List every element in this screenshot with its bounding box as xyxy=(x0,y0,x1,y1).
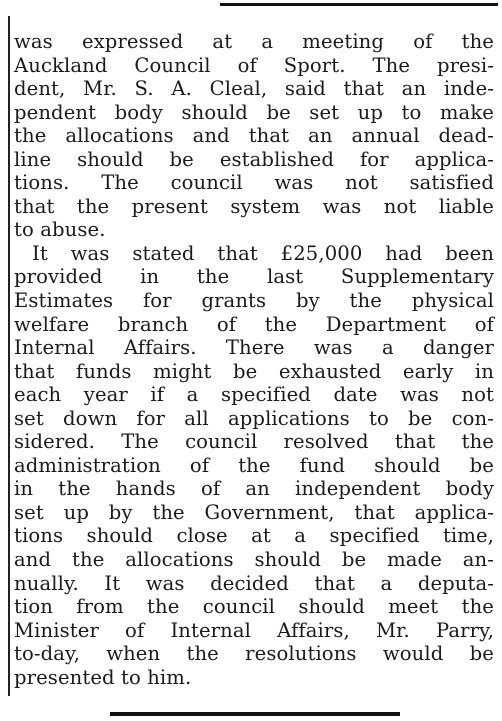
article-line: presented to him. xyxy=(14,665,192,689)
article-line: in the hands of an independent body xyxy=(14,477,494,501)
article-line: that the present system was not liable xyxy=(14,194,494,218)
article-line: and the allocations should be made an- xyxy=(14,548,494,572)
article-line: line should be established for applica- xyxy=(14,147,494,171)
article-line: to abuse. xyxy=(14,218,106,242)
article-text-column xyxy=(14,30,494,689)
article-line: administration of the fund should be xyxy=(14,453,494,477)
article-line: each year if a specified date was not xyxy=(14,383,494,407)
article-line: Estimates for grants by the physical xyxy=(14,289,494,313)
article-line: tions should close at a specified time, xyxy=(14,524,494,548)
article-line: to-day, when the resolutions would be xyxy=(14,642,494,666)
article-line: dent, Mr. S. A. Cleal, said that an inde- xyxy=(14,77,494,101)
article-line: welfare branch of the Department of xyxy=(14,312,494,336)
column-bottom-rule xyxy=(110,712,400,716)
article-line: tion from the council should meet the xyxy=(14,595,494,619)
article-line: set down for all applications to be con- xyxy=(14,406,494,430)
article-line: the allocations and that an annual dead- xyxy=(14,124,494,148)
article-line: set up by the Government, that applica- xyxy=(14,500,494,524)
article-line: Auckland Council of Sport. The presi- xyxy=(14,53,494,77)
article-line: pendent body should be set up to make xyxy=(14,100,494,124)
article-line: nually. It was decided that a deputa- xyxy=(14,571,494,595)
column-top-rule xyxy=(220,3,498,6)
article-line: sidered. The council resolved that the xyxy=(14,430,494,454)
article-line: It was stated that £25,000 had been xyxy=(32,241,494,265)
article-line: was expressed at a meeting of the xyxy=(14,30,494,53)
article-line: tions. The council was not satisfied xyxy=(14,171,494,195)
article-line: provided in the last Supplementary xyxy=(14,265,494,289)
article-line: Minister of Internal Affairs, Mr. Parry, xyxy=(14,618,494,642)
article-line: that funds might be exhausted early in xyxy=(14,359,494,383)
column-left-rule xyxy=(8,16,10,696)
article-line: Internal Affairs. There was a danger xyxy=(14,336,494,360)
